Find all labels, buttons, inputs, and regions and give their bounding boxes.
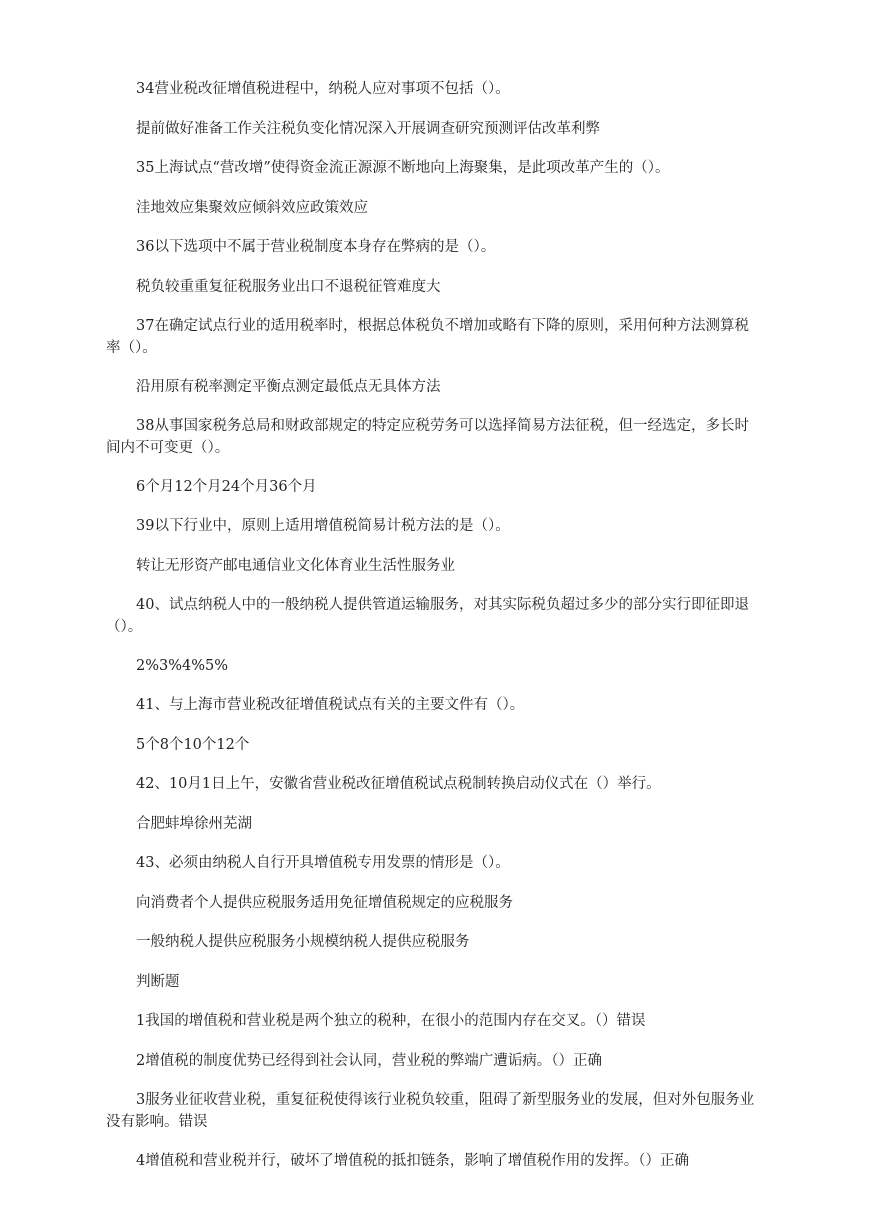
question-39: 39以下行业中，原则上适用增值税简易计税方法的是（）。: [136, 518, 510, 534]
question-42: 42、10月1日上午，安徽省营业税改征增值税试点税制转换启动仪式在（）举行。: [136, 776, 661, 792]
options-43-line2: 一般纳税人提供应税服务小规模纳税人提供应税服务: [136, 934, 470, 950]
question-35: 35上海试点“营改增”使得资金流正源源不断地向上海聚集，是此项改革产生的（）。: [136, 160, 670, 176]
section-heading-true-false: 判断题: [136, 974, 180, 990]
judgment-2: 2增值税的制度优势已经得到社会认同，营业税的弊端广遭诟病。（）正确: [136, 1053, 602, 1069]
question-41: 41、与上海市营业税改征增值税试点有关的主要文件有（）。: [136, 697, 525, 713]
question-43: 43、必须由纳税人自行开具增值税专用发票的情形是（）。: [136, 855, 510, 871]
question-34: 34营业税改征增值税进程中，纳税人应对事项不包括（）。: [136, 81, 510, 97]
options-42: 合肥蚌埠徐州芜湖: [136, 816, 252, 832]
judgment-1: 1我国的增值税和营业税是两个独立的税种，在很小的范围内存在交叉。（）错误: [136, 1013, 646, 1029]
options-36: 税负较重重复征税服务业出口不退税征管难度大: [136, 279, 441, 295]
options-40: 2%3%4%5%: [136, 658, 229, 674]
question-36: 36以下选项中不属于营业税制度本身存在弊病的是（）。: [136, 239, 496, 255]
options-41: 5个8个10个12个: [136, 737, 250, 753]
options-34: 提前做好准备工作关注税负变化情况深入开展调查研究预测评估改革利弊: [136, 121, 600, 137]
options-37: 沿用原有税率测定平衡点测定最低点无具体方法: [136, 379, 441, 395]
options-35: 洼地效应集聚效应倾斜效应政策效应: [136, 200, 368, 216]
options-38: 6个月12个月24个月36个月: [136, 479, 317, 495]
judgment-4: 4增值税和营业税并行，破坏了增值税的抵扣链条，影响了增值税作用的发挥。（）正确: [136, 1153, 689, 1169]
question-40: 40、试点纳税人中的一般纳税人提供管道运输服务，对其实际税负超过多少的部分实行即征即退（）。: [106, 597, 749, 635]
options-39: 转让无形资产邮电通信业文化体育业生活性服务业: [136, 558, 455, 574]
options-43-line1: 向消费者个人提供应税服务适用免征增值税规定的应税服务: [136, 895, 513, 911]
question-37: 37在确定试点行业的适用税率时，根据总体税负不增加或略有下降的原则，采用何种方法测算税率（）。: [106, 318, 749, 356]
question-38: 38从事国家税务总局和财政部规定的特定应税劳务可以选择简易方法征税，但一经选定，多长时间内不可变更（）。: [106, 418, 749, 456]
judgment-3: 3服务业征收营业税，重复征税使得该行业税负较重，阻碍了新型服务业的发展，但对外包服务业没有影响。错误: [106, 1092, 755, 1130]
